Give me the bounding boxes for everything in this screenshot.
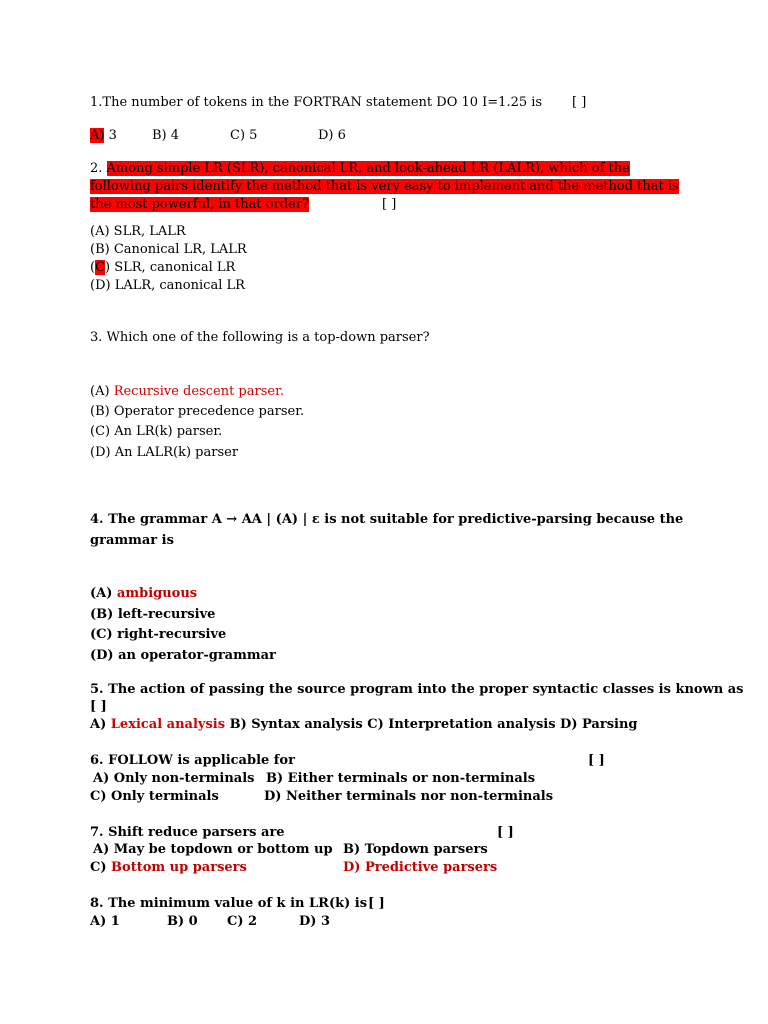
question-6-option-b: B) Either terminals or non-terminals (266, 771, 536, 786)
question-7-answer-bracket: [ ] (497, 825, 514, 840)
question-3-option-a-answer: Recursive descent parser. (113, 384, 284, 399)
question-4-option-b: (B) left-recursive (90, 607, 216, 622)
question-2-option-c-rest: ) SLR, canonical LR (105, 260, 236, 275)
question-3-text: 3. Which one of the following is a top-down parser? (90, 330, 430, 345)
question-8-answer-bracket: [ ] (368, 896, 385, 911)
question-5-option-a-prefix: A) (90, 717, 107, 732)
question-1-option-b: B) 4 (152, 128, 180, 143)
question-1-options (90, 127, 117, 145)
question-4-line-2: grammar is (90, 533, 174, 548)
question-4-option-a-prefix: (A) (90, 586, 113, 601)
question-3-option-a (90, 383, 284, 401)
question-1-option-d: D) 6 (318, 128, 346, 143)
question-1-option-a-value: 3 (108, 128, 117, 143)
question-8-option-a: A) 1 (90, 914, 120, 929)
question-5-answer-bracket: [ ] (90, 699, 107, 714)
question-1-answer-bracket: [ ] (572, 95, 587, 110)
question-1-option-c: C) 5 (230, 128, 258, 143)
question-5-options (90, 716, 638, 734)
question-7-text: 7. Shift reduce parsers are (90, 825, 285, 840)
question-7-option-c-answer: Bottom up parsers (111, 860, 247, 875)
question-2-option-b: (B) Canonical LR, LALR (90, 242, 247, 257)
question-8-option-d: D) 3 (299, 914, 330, 929)
question-2-line-2: following pairs identify the method that is very easy to implement and the method that is (90, 179, 679, 194)
question-3-option-a-prefix: (A) (90, 384, 110, 399)
question-5-options-rest: B) Syntax analysis C) Interpretation analysis D) Parsing (229, 717, 638, 732)
question-6-text: 6. FOLLOW is applicable for (90, 753, 295, 768)
question-8-text: 8. The minimum value of k in LR(k) is (90, 896, 368, 911)
question-7-option-a: A) May be topdown or bottom up (93, 842, 333, 857)
question-4-line-1: 4. The grammar A → AA | (A) | ε is not suitable for predictive-parsing because the (90, 512, 684, 527)
question-2-option-d: (D) LALR, canonical LR (90, 278, 245, 293)
question-5-option-a-answer: Lexical analysis (110, 717, 226, 732)
question-2-option-a: (A) SLR, LALR (90, 224, 186, 239)
question-7-option-d: D) Predictive parsers (343, 860, 498, 875)
question-2-option-c-open: ( (90, 260, 96, 275)
question-4-option-a-answer: ambiguous (116, 586, 198, 601)
question-7-option-b: B) Topdown parsers (343, 842, 488, 857)
question-5-text: 5. The action of passing the source program into the proper syntactic classes is known as (90, 682, 744, 697)
question-3-option-c: (C) An LR(k) parser. (90, 424, 223, 439)
question-2 (90, 160, 630, 178)
question-4-option-d: (D) an operator-grammar (90, 648, 276, 663)
question-2-number: 2. (90, 161, 103, 176)
question-7-option-c (90, 859, 247, 877)
question-7-option-c-prefix: C) (90, 860, 107, 875)
question-8-option-b: B) 0 (167, 914, 198, 929)
question-1-option-a-letter: A) (90, 128, 105, 143)
question-1-text: 1.The number of tokens in the FORTRAN statement DO 10 I=1.25 is (90, 95, 543, 110)
question-2-line-2-wrap (90, 178, 679, 196)
question-2-answer-bracket: [ ] (382, 197, 397, 212)
question-2-line-1: Among simple LR (SLR), canonical LR, and look-ahead LR (LALR), which of the (106, 161, 630, 176)
question-3-option-d: (D) An LALR(k) parser (90, 445, 239, 460)
question-2-option-c-letter: C (95, 260, 106, 275)
question-1 (90, 94, 542, 112)
question-8-option-c: C) 2 (227, 914, 258, 929)
question-6-option-a: A) Only non-terminals (93, 771, 255, 786)
question-2-option-c (90, 259, 235, 277)
question-2-line-3: the most powerful, in that order? (90, 197, 310, 212)
question-3-option-b: (B) Operator precedence parser. (90, 404, 305, 419)
question-6-option-c: C) Only terminals (90, 789, 219, 804)
question-4-option-a (90, 585, 197, 603)
question-2-line-3-wrap (90, 196, 309, 214)
question-4-option-c: (C) right-recursive (90, 627, 227, 642)
question-6-option-d: D) Neither terminals nor non-terminals (264, 789, 554, 804)
question-6-answer-bracket: [ ] (588, 753, 605, 768)
